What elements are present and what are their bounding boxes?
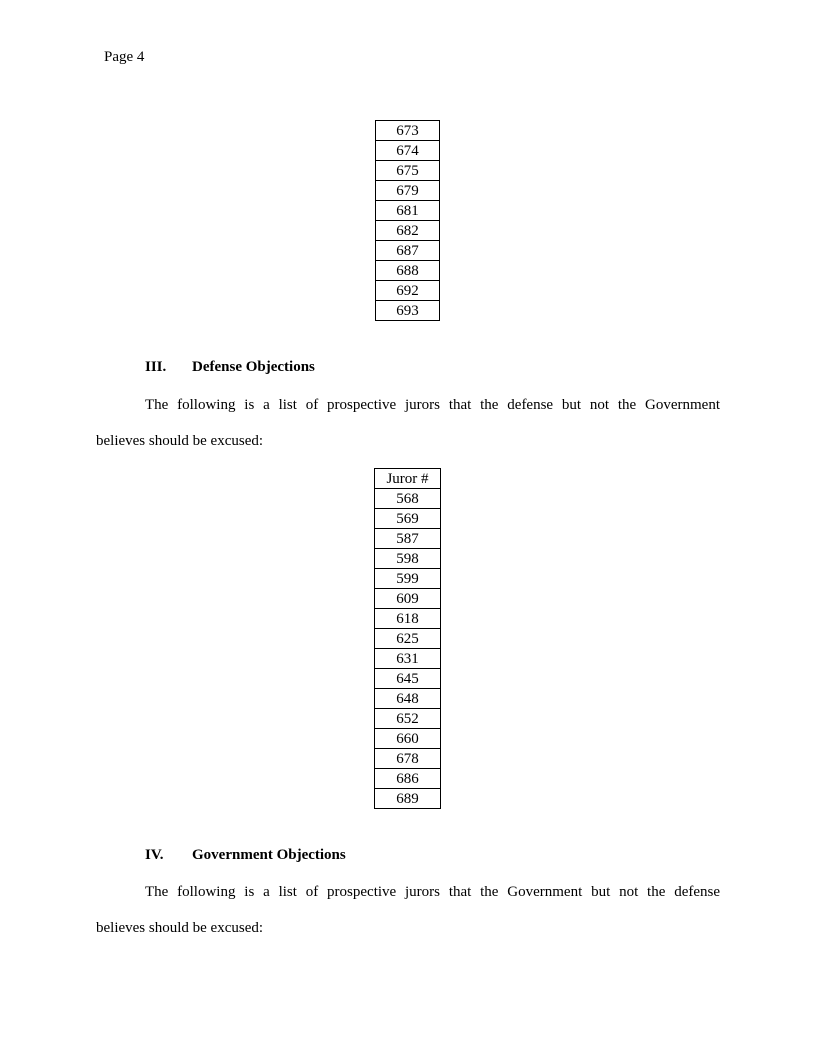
juror-number-cell: 625 [375,629,441,649]
juror-header-cell: Juror # [375,469,441,489]
table-header-row [375,469,441,489]
section-iii-paragraph [96,387,720,459]
section-iv-paragraph [96,874,720,946]
section-iv-paragraph-line-1: The following is a list of prospective jurors that the Government but not the defense [145,884,720,900]
table-row [375,669,441,689]
juror-number-cell: 682 [376,221,440,241]
juror-number-cell: 587 [375,529,441,549]
table-row [376,161,440,181]
table-row [376,241,440,261]
table-row [376,201,440,221]
table-row [375,769,441,789]
table-row [375,709,441,729]
juror-number-cell: 618 [375,609,441,629]
continued-juror-table-body [376,121,440,321]
section-iv-heading [145,847,346,864]
juror-number-cell: 645 [375,669,441,689]
juror-number-cell: 674 [376,141,440,161]
section-iv-title: Government Objections [192,847,346,863]
table-row [375,729,441,749]
page-number: Page 4 [104,49,145,65]
juror-number-cell: 598 [375,549,441,569]
juror-number-cell: 568 [375,489,441,509]
table-row [375,569,441,589]
section-iii-paragraph-line-1: The following is a list of prospective jurors that the defense but not the Government [145,397,720,413]
table-row [375,689,441,709]
defense-juror-table-body [375,469,441,809]
juror-number-cell: 673 [376,121,440,141]
juror-number-cell: 569 [375,509,441,529]
section-iii-paragraph-line-2: believes should be excused: [96,433,264,449]
table-row [375,789,441,809]
table-row [375,529,441,549]
table-row [375,549,441,569]
table-row [376,261,440,281]
table-row [375,589,441,609]
juror-number-cell: 660 [375,729,441,749]
juror-number-cell: 648 [375,689,441,709]
juror-number-cell: 609 [375,589,441,609]
juror-number-cell: 688 [376,261,440,281]
table-row [375,629,441,649]
table-row [375,489,441,509]
juror-number-cell: 693 [376,301,440,321]
juror-number-cell: 675 [376,161,440,181]
juror-number-cell: 678 [375,749,441,769]
table-row [376,301,440,321]
section-iii-heading [145,359,315,376]
table-row [375,509,441,529]
table-row [376,221,440,241]
table-row [376,141,440,161]
juror-number-cell: 681 [376,201,440,221]
table-row [375,609,441,629]
table-row [375,649,441,669]
continued-juror-table [375,120,440,321]
juror-number-cell: 692 [376,281,440,301]
table-row [376,181,440,201]
section-iv-paragraph-line-2: believes should be excused: [96,920,264,936]
table-row [376,281,440,301]
table-row [375,749,441,769]
defense-juror-table [374,468,441,809]
juror-number-cell: 679 [376,181,440,201]
section-iii-numeral: III. [145,359,167,375]
juror-number-cell: 631 [375,649,441,669]
section-iii-title: Defense Objections [192,359,315,375]
juror-number-cell: 652 [375,709,441,729]
juror-number-cell: 599 [375,569,441,589]
section-iv-numeral: IV. [145,847,164,863]
juror-number-cell: 686 [375,769,441,789]
juror-number-cell: 689 [375,789,441,809]
juror-number-cell: 687 [376,241,440,261]
table-row [376,121,440,141]
